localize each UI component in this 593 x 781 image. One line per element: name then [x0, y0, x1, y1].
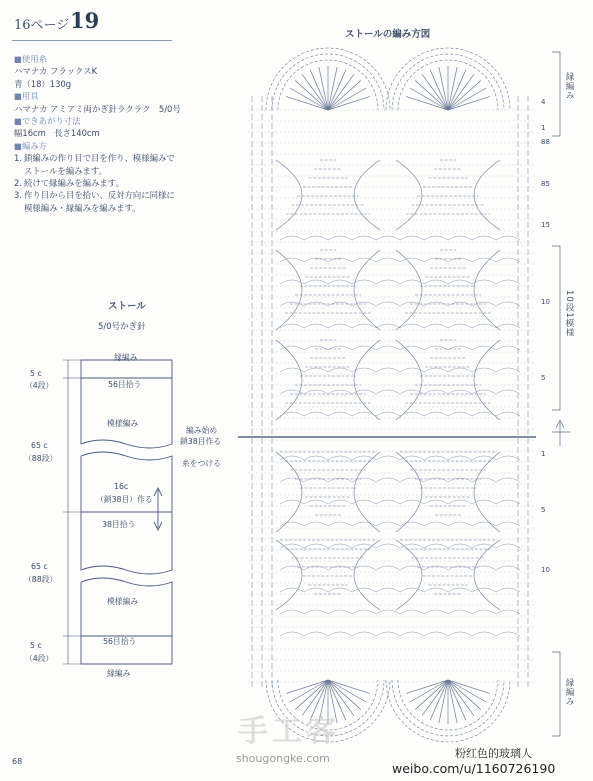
row-4: 4 [541, 98, 546, 106]
schematic-width-chains: （鎖38目）作る [96, 495, 153, 504]
row-5: 5 [541, 374, 546, 382]
step-3-cont: 模様編み・縁編みを編みます。 [24, 202, 141, 213]
diagram-hook: 5/0号かぎ針 [98, 322, 146, 332]
row-15: 15 [541, 221, 550, 229]
schematic-pick-top: 56目拾う [108, 380, 142, 389]
credit-name: 粉红色的玻璃人 [455, 747, 532, 760]
row-10-bottom: 10 [541, 566, 550, 574]
size-detail: 幅16cm 長さ140cm [14, 128, 100, 139]
chart-repeat-label: 10段1模様 [564, 290, 574, 338]
chart-start-chains: 鎖38目作る [180, 437, 222, 446]
dim-5c-top: 5 c [30, 369, 42, 378]
dim-4rows-top: （4段） [25, 381, 54, 390]
schematic-width-cm: 16c [114, 482, 129, 491]
dim-5c-bottom: 5 c [30, 641, 42, 650]
weibo-url: weibo.com/u/1160726190 [392, 761, 556, 776]
row-5-bottom: 5 [541, 506, 546, 514]
row-85: 85 [541, 180, 550, 188]
size-heading: ■できあがり寸法 [14, 116, 81, 127]
chart-join-label: 糸をつける [182, 459, 221, 468]
step-1: 1. 鎖編みの作り目で目を作り、模様編みで [14, 153, 175, 164]
chart-title: ストールの編み方図 [345, 29, 431, 40]
row-1: 1 [541, 124, 546, 132]
dim-88rows-top: （88段） [24, 454, 58, 463]
yarn-name: ハマナカ フラックスK [14, 66, 98, 77]
dim-88rows-bottom: （88段） [24, 575, 58, 584]
row-1-bottom: 1 [541, 450, 546, 458]
chart-edge-top: 縁編み [564, 72, 574, 101]
chart-edge-bottom: 縁編み [564, 678, 574, 707]
row-10: 10 [541, 298, 550, 306]
tools-heading: ■用具 [14, 91, 39, 102]
dim-65c-top: 65 c [31, 441, 48, 450]
diagram-title: ストール [108, 301, 146, 312]
schematic-pattern-bottom: 模様編み [107, 597, 139, 606]
yarn-detail: 青（18）130g [14, 78, 72, 89]
schematic-pick-middle: 38目拾う [102, 520, 136, 529]
watermark-url: shougongke.com [236, 752, 330, 765]
chart-start-label: 編み始め [186, 426, 218, 435]
step-2: 2. 続けて縁編みを編みます。 [14, 178, 124, 189]
page-reference: 16ページ [14, 18, 70, 33]
schematic-edge-top: 縁編み [114, 353, 138, 362]
schematic-pattern-top: 模様編み [107, 419, 139, 428]
method-heading: ■編み方 [14, 140, 48, 151]
page-number: 19 [70, 8, 100, 33]
row-88: 88 [541, 138, 550, 146]
dim-4rows-bottom: （4段） [25, 654, 54, 663]
schematic-edge-bottom: 縁編み [107, 669, 131, 678]
watermark-logo: 手工客 [238, 714, 340, 749]
yarn-heading: ■使用糸 [14, 54, 48, 64]
footer-page-number: 68 [12, 757, 23, 766]
schematic-pick-bottom: 56目拾う [103, 637, 137, 646]
tools-detail: ハマナカ アミアミ両かぎ針ラクラク 5/0号 [14, 103, 181, 114]
step-1-cont: ストールを編みます。 [24, 165, 107, 176]
step-3: 3. 作り目から目を拾い、反対方向に同様に [14, 190, 175, 201]
dim-65c-bottom: 65 c [31, 562, 48, 571]
